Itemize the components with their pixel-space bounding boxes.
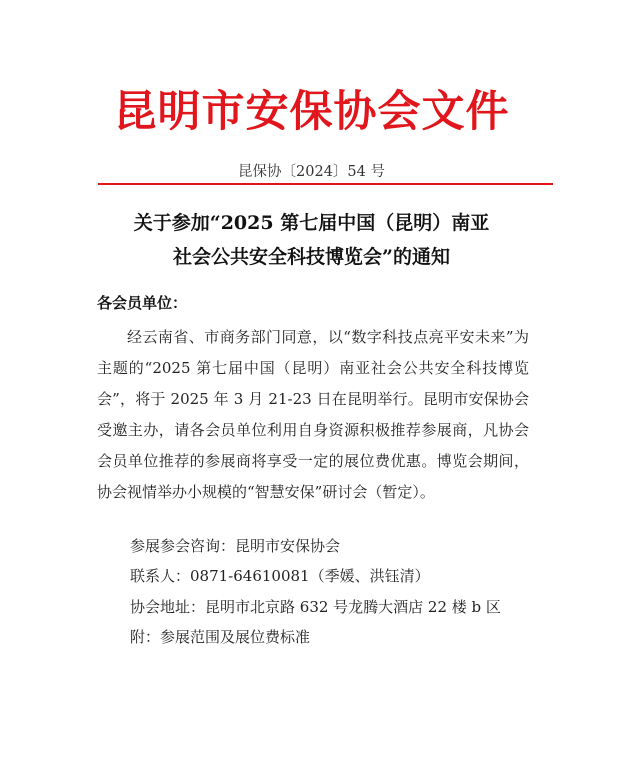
contact-line: 联系人：0871-64610081（季媛、洪钰清） — [130, 567, 430, 585]
document-header-title: 昆明市安保协会文件 — [113, 87, 510, 137]
salutation: 各会员单位： — [97, 294, 188, 312]
notice-title-line-1: 关于参加“2025 第七届中国（昆明）南亚 — [133, 212, 490, 234]
body-paragraph: 经云南省、市商务部门同意，以“数字科技点亮平安未来”为主题的“2025 第七届中国（昆明）南亚社会公共安全科技博览会”，将于 2025 年 3 月 21-23 日在昆明举行。昆明市安保协会受邀主办，请各会员单位利用自身资源积极推荐参展商，凡协会会员单位推荐的参展商将享受一定的展位费优惠。博览会期间，协会视情举办小规模的“智慧安保”研讨会（暂定）。 — [97, 328, 529, 501]
consult-line: 参展参会咨询：昆明市安保协会 — [130, 537, 341, 555]
red-divider-line — [98, 183, 553, 185]
address-line: 协会地址：昆明市北京路 632 号龙腾大酒店 22 楼 b 区 — [130, 598, 501, 616]
notice-title-line-2: 社会公共安全科技博览会”的通知 — [173, 246, 450, 268]
document-number: 昆保协〔2024〕54 号 — [238, 164, 385, 180]
body-paragraph-container — [97, 322, 529, 508]
notice-title — [0, 206, 623, 274]
attachment-line: 附：参展范围及展位费标准 — [130, 628, 311, 646]
